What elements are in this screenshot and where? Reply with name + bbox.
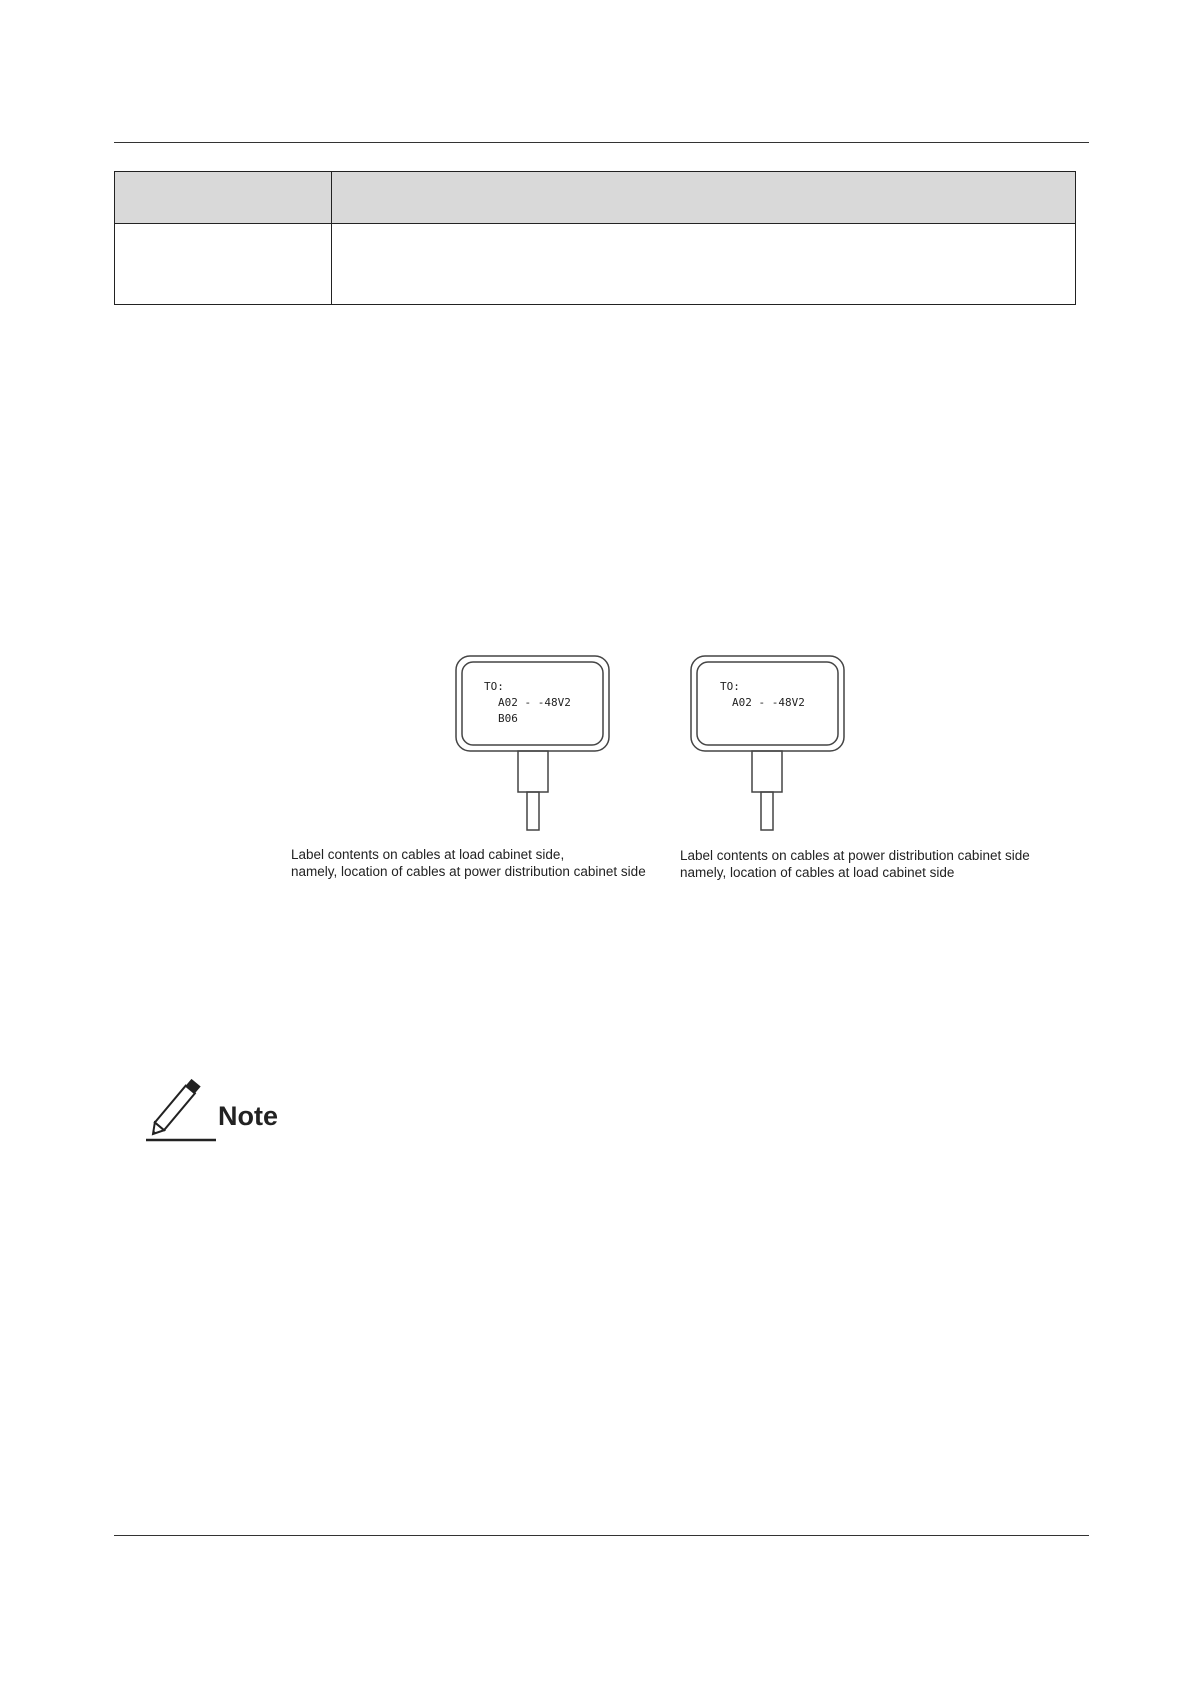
- note-title: Note: [218, 1101, 278, 1131]
- left-tag-line1: TO:: [484, 680, 504, 693]
- table-header-row: [115, 172, 1076, 224]
- table-cell: [115, 224, 332, 305]
- header-rule: [114, 142, 1089, 143]
- table-header-cell: [332, 172, 1076, 224]
- footer-rule: [114, 1535, 1089, 1536]
- right-caption-line2: namely, location of cables at load cabinet side: [680, 865, 955, 880]
- right-tag-line2: A02 - -48V2: [732, 696, 805, 709]
- info-table: [114, 171, 1076, 305]
- left-tag-line3: B06: [498, 712, 518, 725]
- table-row: [115, 224, 1076, 305]
- left-caption-line1: Label contents on cables at load cabinet side,: [291, 847, 565, 862]
- right-tag-line1: TO:: [720, 680, 740, 693]
- left-caption-line2: namely, location of cables at power distribution cabinet side: [291, 864, 646, 879]
- left-tag-line2: A02 - -48V2: [498, 696, 571, 709]
- right-caption-line1: Label contents on cables at power distribution cabinet side: [680, 848, 1030, 863]
- table-header-cell: [115, 172, 332, 224]
- left-cable-tag: [456, 656, 609, 830]
- pencil-icon: [143, 1078, 223, 1144]
- table-cell: [332, 224, 1076, 305]
- right-cable-tag: [691, 656, 844, 830]
